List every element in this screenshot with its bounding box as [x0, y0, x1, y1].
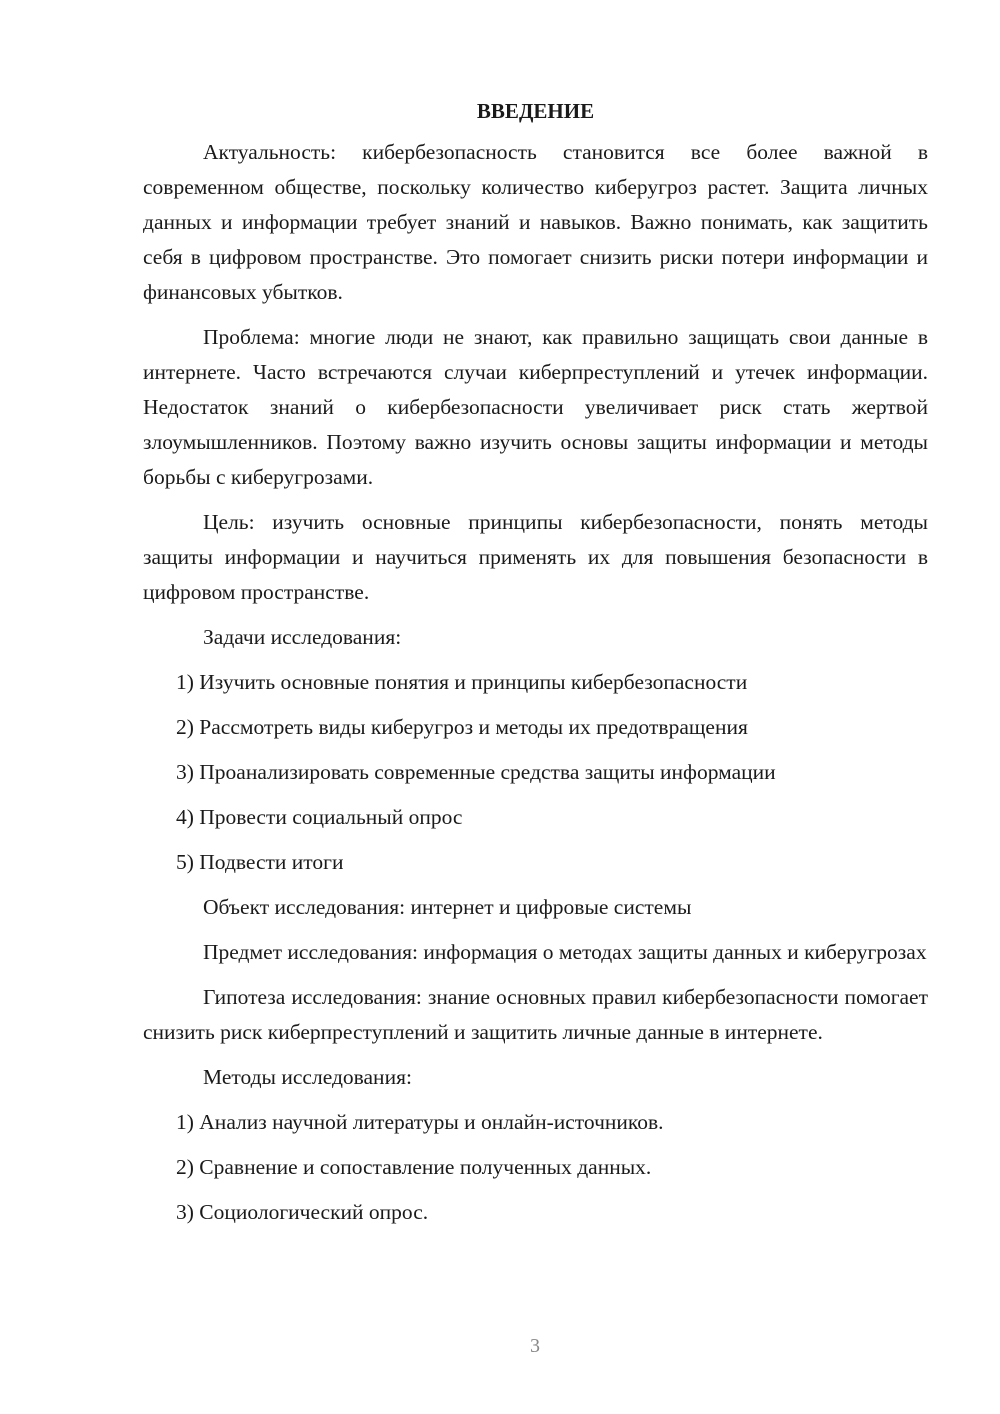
method-item: 2) Сравнение и сопоставление полученных данных.: [176, 1155, 652, 1179]
subject-paragraph: Предмет исследования: информация о методах защиты данных и киберугрозах: [203, 940, 927, 964]
page-number: 3: [530, 1335, 540, 1357]
task-item: 3) Проанализировать современные средства защиты информации: [176, 760, 776, 784]
section-title: ВВЕДЕНИЕ: [476, 99, 595, 123]
task-item: 4) Провести социальный опрос: [176, 805, 463, 829]
problem-paragraph: Проблема: многие люди не знают, как правильно защищать свои данные в интернете. Часто встречаются случаи киберпреступлений и утечек информации. Недостаток знаний о кибербезопасности увеличивает риск стать жертвой злоумышленников. Поэтому важно изучить основы защиты информации и методы борьбы с киберугрозами.: [143, 325, 928, 489]
tasks-heading: Задачи исследования:: [203, 625, 402, 649]
relevance-paragraph: Актуальность: кибербезопасность становится все более важной в современном обществе, поскольку количество киберугроз растет. Защита личных данных и информации требует знаний и навыков. Важно понимать, как защитить себя в цифровом пространстве. Это помогает снизить риски потери информации и финансовых убытков.: [143, 140, 928, 304]
task-item: 2) Рассмотреть виды киберугроз и методы их предотвращения: [176, 715, 748, 739]
object-paragraph: Объект исследования: интернет и цифровые системы: [203, 895, 692, 919]
method-item: 1) Анализ научной литературы и онлайн-источников.: [176, 1110, 664, 1134]
hypothesis-paragraph: Гипотеза исследования: знание основных правил кибербезопасности помогает снизить риск киберпреступлений и защитить личные данные в интернете.: [143, 985, 928, 1044]
task-item: 1) Изучить основные понятия и принципы кибербезопасности: [176, 670, 748, 694]
method-item: 3) Социологический опрос.: [176, 1200, 429, 1224]
methods-heading: Методы исследования:: [203, 1065, 412, 1089]
goal-paragraph: Цель: изучить основные принципы кибербезопасности, понять методы защиты информации и научиться применять их для повышения безопасности в цифровом пространстве.: [143, 510, 928, 604]
document-page: [143, 96, 928, 1240]
task-item: 5) Подвести итоги: [176, 850, 344, 874]
